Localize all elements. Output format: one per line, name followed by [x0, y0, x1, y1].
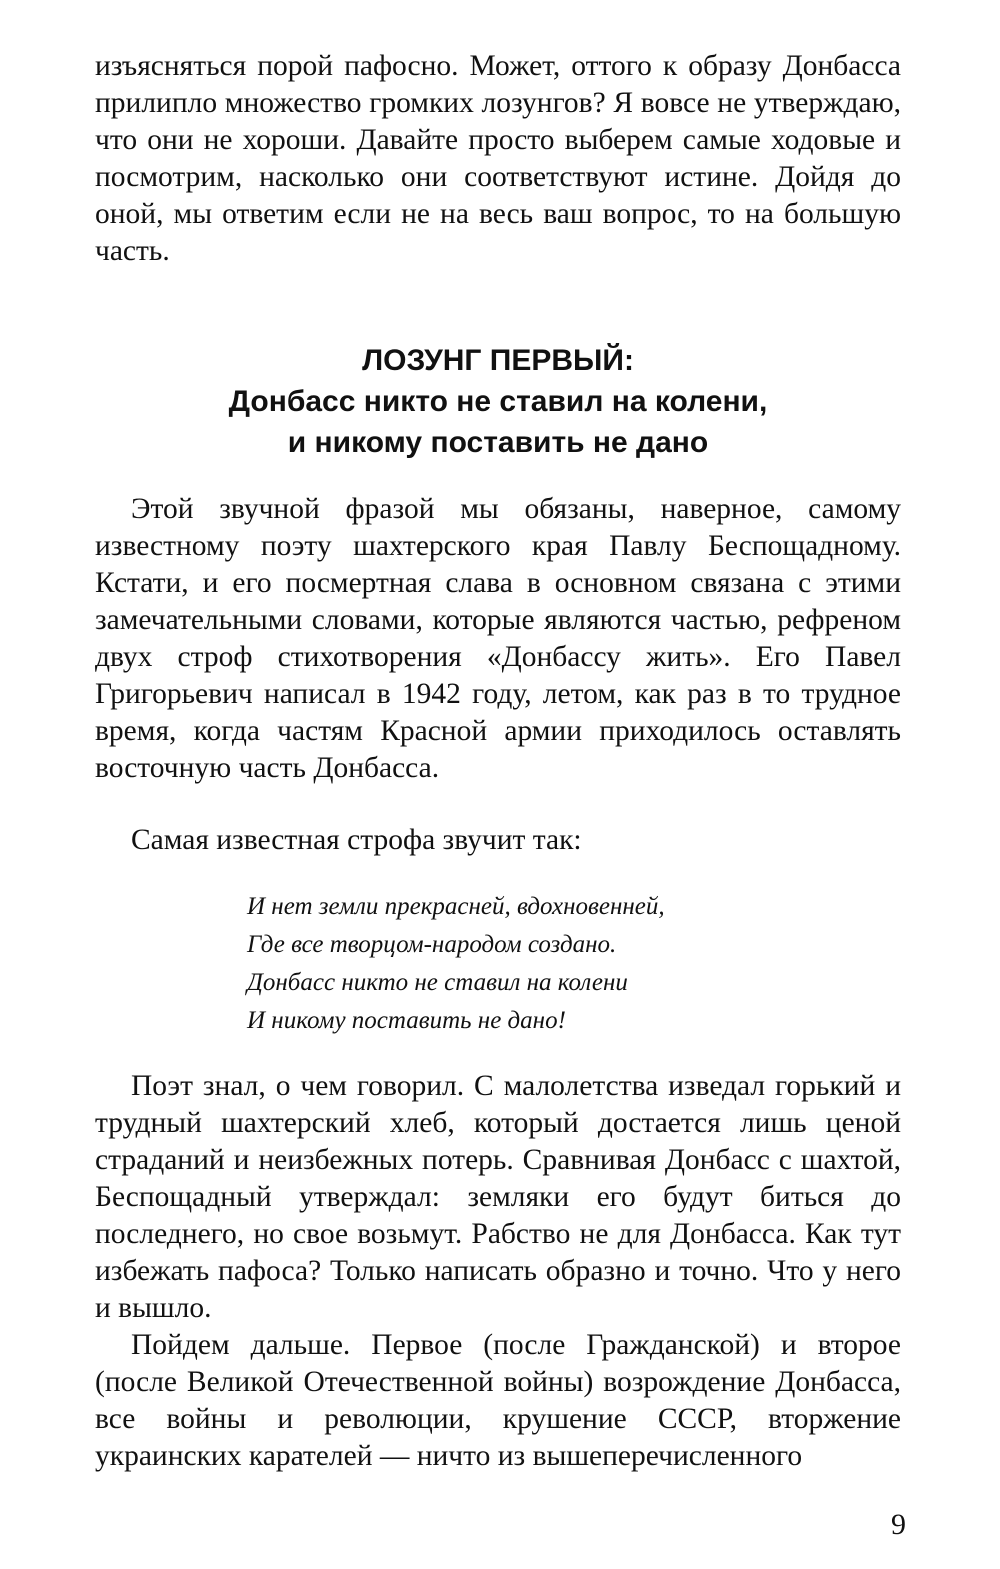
poem-line-2: Где все творцом-народом создано. — [247, 931, 617, 958]
poem-line-4: И никому поставить не дано! — [247, 1007, 566, 1034]
paragraph-2: Поэт знал, о чем говорил. С малолетства изведал горький и трудный шахтерский хлеб, который достается лишь ценой страданий и неизбежных потерь. Сравнивая Донбасс с шахтой, Беспощадный утверждал: земляки его будут биться до последнего, но свое возьмут. Рабство не для Донбасса. Как тут избежать пафоса? Только написать образно и точно. Что у него и вышло. — [95, 1070, 901, 1324]
poem-line-1: И нет земли прекрасней, вдохновенней, — [247, 893, 665, 920]
poem-strophe — [247, 888, 847, 1040]
section-heading — [95, 340, 901, 463]
heading-line-1: ЛОЗУНГ ПЕРВЫЙ: — [362, 344, 634, 377]
strophe-intro: Самая известная строфа звучит так: — [131, 824, 582, 856]
page-number: 9 — [891, 1508, 906, 1541]
heading-line-3: и никому поставить не дано — [287, 426, 709, 459]
intro-paragraph: изъясняться порой пафосно. Может, оттого к образу Донбасса прилипло множество громких лозунгов? Я вовсе не утверждаю, что они не хороши. Давайте просто выберем самые ходовые и посмотрим, насколько они соответствуют истине. Дойдя до оной, мы ответим если не на весь ваш вопрос, то на большую часть. — [95, 50, 901, 267]
book-page — [95, 0, 901, 1569]
paragraph-3: Пойдем дальше. Первое (после Гражданской) и второе (после Великой Отечественной войны) возрождение Донбасса, все войны и революции, крушение СССР, вторжение украинских карателей — ничто из вышеперечисленного — [95, 1329, 901, 1472]
paragraph-1: Этой звучной фразой мы обязаны, наверное, самому известному поэту шахтерского края Павлу Беспощадному. Кстати, и его посмертная слава в основном связана с этими замечательными словами, которые являются частью, рефреном двух строф стихотворения «Донбассу жить». Его Павел Григорьевич написал в 1942 году, летом, как раз в то трудное время, когда частям Красной армии приходилось оставлять восточную часть Донбасса. — [95, 493, 901, 784]
heading-line-2: Донбасс никто не ставил на колени, — [228, 385, 768, 418]
poem-line-3: Донбасс никто не ставил на колени — [247, 969, 628, 996]
